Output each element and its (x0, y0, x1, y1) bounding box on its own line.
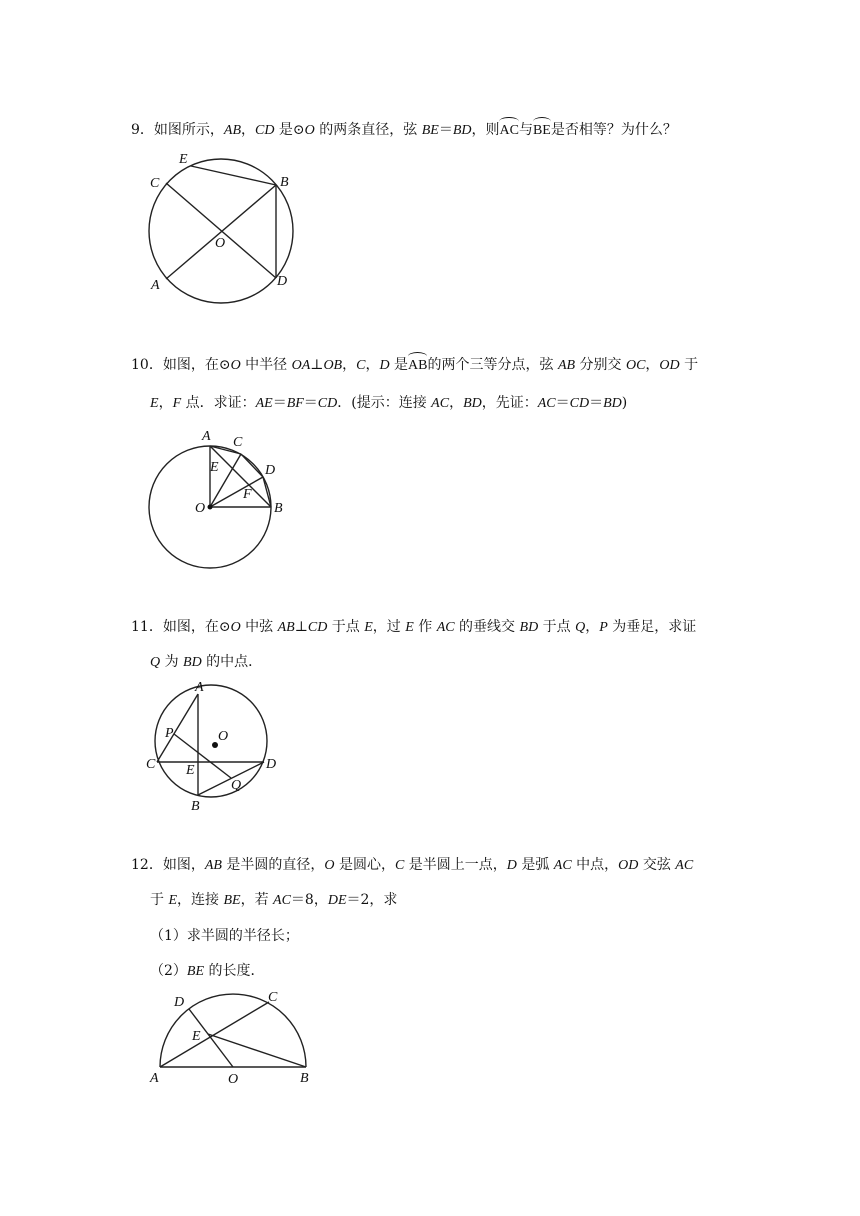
q12-text-line2: 于 E，连接 BE，若 AC＝8，DE＝2，求 (150, 892, 398, 908)
q11-text-line1: 11．如图，在⊙O 中弦 AB⊥CD 于点 E，过 E 作 AC 的垂线交 BD 于点 Q，P 为垂足，求证 (131, 619, 697, 635)
q11-label-q: Q (231, 778, 242, 793)
q11-label-p: P (165, 726, 174, 741)
q11-label-c: C (146, 757, 156, 772)
q12-label-a: A (150, 1071, 159, 1086)
q12-part2: （2）BE 的长度． (150, 963, 265, 979)
q9-label-c: C (150, 176, 160, 191)
q11-label-d: D (266, 757, 277, 772)
q10-label-d: D (265, 463, 276, 478)
q10-label-c: C (233, 435, 243, 450)
q10-text-line1: 10．如图，在⊙O 中半径 OA⊥OB，C，D 是AB的两个三等分点，弦 AB 分别交 OC，OD 于 (131, 357, 699, 373)
q12-label-d: D (174, 995, 185, 1010)
q12-text-line1: 12．如图，AB 是半圆的直径，O 是圆心，C 是半圆上一点，D 是弧 AC 中点，OD 交弦 AC (131, 857, 694, 873)
q10-label-b: B (274, 501, 283, 516)
q9-label-e: E (179, 152, 188, 167)
q11-text-line2: Q 为 BD 的中点． (150, 654, 263, 670)
q10-label-o: O (195, 501, 206, 516)
q9-label-o: O (215, 236, 226, 251)
q12-label-e: E (192, 1029, 201, 1044)
q12-label-b: B (300, 1071, 309, 1086)
q11-label-a: A (195, 680, 204, 695)
q10-label-f: F (243, 487, 252, 502)
arc-ab: AB (408, 358, 428, 373)
q11-label-e: E (186, 763, 195, 778)
q12-label-o: O (228, 1072, 239, 1087)
q10-text-line2: E，F 点．求证：AE＝BF＝CD．(提示：连接 AC，BD，先证：AC＝CD＝BD) (150, 395, 628, 411)
q11-label-b: B (191, 799, 200, 814)
q9-label-b: B (280, 175, 289, 190)
q10-label-a: A (202, 429, 211, 444)
q12-part1: （1）求半圆的半径长； (150, 928, 299, 944)
q9-label-d: D (277, 274, 288, 289)
q10-label-e: E (210, 460, 219, 475)
arc-be: BE (532, 123, 551, 138)
arc-ac: AC (499, 123, 519, 138)
q11-label-o: O (218, 729, 229, 744)
q9-text: 9．如图所示，AB，CD 是⊙O 的两条直径，弦 BE＝BD，则AC与BE是否相等？为什么？ (131, 122, 677, 138)
q12-label-c: C (268, 990, 278, 1005)
q9-label-a: A (151, 278, 160, 293)
